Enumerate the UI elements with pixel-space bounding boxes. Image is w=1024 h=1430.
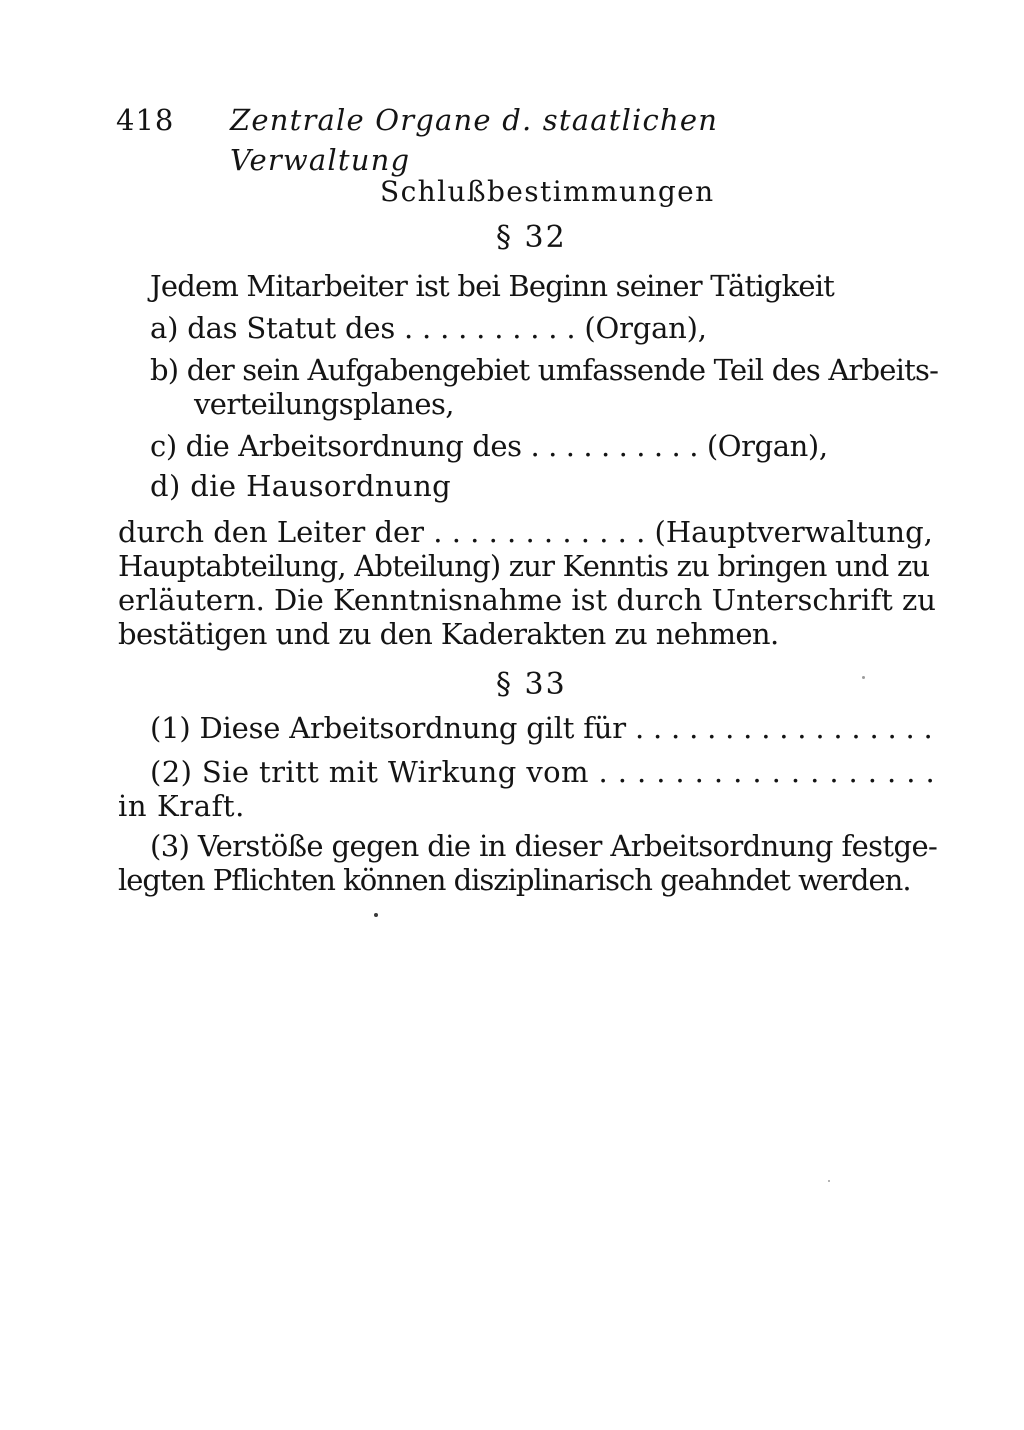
print-speck (374, 913, 378, 917)
para-33-clause-1: (1) Diese Arbeitsordnung gilt für . . . . . . . . . . . . . . . . . (150, 711, 933, 745)
print-speck (862, 676, 865, 679)
para-32-body-line-4: bestätigen und zu den Kaderakten zu nehmen. (118, 617, 779, 651)
para-33-clause-3-line-2: legten Pflichten können disziplinarisch geahndet werden. (118, 863, 911, 897)
para-32-item-d: d) die Hausordnung (150, 469, 452, 503)
para-32-body-line-2: Hauptabteilung, Abteilung) zur Kenntis zu bringen und zu (118, 549, 930, 583)
para-33-clause-3-line-1: (3) Verstöße gegen die in dieser Arbeitsordnung festge- (150, 829, 938, 863)
para-32-body-line-1: durch den Leiter der . . . . . . . . . . . . (Hauptverwaltung, (118, 515, 933, 549)
para-32-item-b-line-2: verteilungsplanes, (194, 387, 454, 421)
print-speck (828, 1180, 830, 1182)
para-32-item-b-line-1: b) der sein Aufgabengebiet umfassende Teil des Arbeits- (150, 353, 939, 387)
page-header (116, 100, 836, 177)
running-head-title: Zentrale Organe d. staatlichen Verwaltung (230, 103, 719, 177)
para-33-clause-2-line-1: (2) Sie tritt mit Wirkung vom . . . . . . . . . . . . . . . . . . (150, 755, 936, 789)
paragraph-mark-32: § 32 (496, 220, 567, 255)
paragraph-mark-33: § 33 (496, 667, 567, 702)
para-32-item-a: a) das Statut des . . . . . . . . . . (Organ), (150, 311, 707, 345)
para-32-body-line-3: erläutern. Die Kenntnisnahme ist durch Unterschrift zu (118, 583, 936, 617)
section-heading: Schlußbestimmungen (380, 175, 715, 208)
para-32-item-c: c) die Arbeitsordnung des . . . . . . . . . . (Organ), (150, 429, 828, 463)
para-32-intro: Jedem Mitarbeiter ist bei Beginn seiner Tätigkeit (150, 269, 835, 303)
page-number: 418 (116, 103, 175, 137)
para-33-clause-2-line-2: in Kraft. (118, 789, 245, 823)
